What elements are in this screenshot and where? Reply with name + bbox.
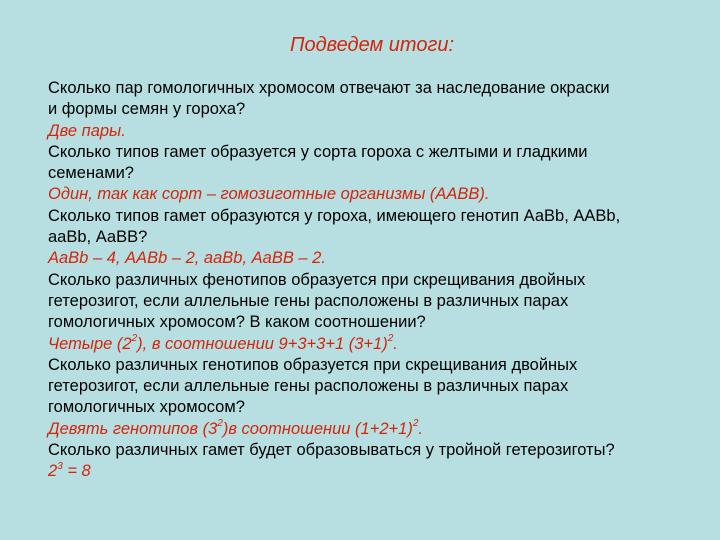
answer-2: Один, так как сорт – гомозиготные организмы (ААВВ). [48, 185, 490, 204]
question-2-line-1: Сколько типов гамет образуется у сорта гороха с желтыми и гладкими [48, 142, 588, 161]
question-4-line-2: гетерозигот, если аллельные гены расположены в различных парах [48, 291, 569, 310]
answer-6-result: = 8 [62, 462, 91, 481]
answer-1: Две пары. [48, 121, 126, 140]
answer-6-exponent: 3 [57, 460, 63, 472]
question-1-line-1: Сколько пар гомологичных хромосом отвечают за наследование окраски [48, 79, 610, 97]
answer-4-text-3: . [393, 334, 398, 353]
question-2-line-2: семенами? [48, 164, 134, 183]
answer-5-text-3: . [418, 419, 423, 438]
answer-5-exponent-2: 2 [412, 418, 419, 430]
answer-3: АаВb – 4, ААВb – 2, ааВb, АаВВ – 2. [48, 249, 326, 268]
answer-4-text-2: ), в соотношении 9+3+3+1 (3+1) [137, 334, 388, 353]
answer-6-base: 2 [48, 462, 58, 481]
question-6-line-1: Сколько различных гамет будет образовываться у тройной гетерозиготы? [48, 441, 615, 460]
question-5-line-3: гомологичных хромосом? [48, 398, 245, 417]
answer-4 [48, 334, 698, 355]
answer-5-text-2: )в соотношении (1+2+1) [222, 419, 413, 438]
question-4-line-3: гомологичных хромосом? В каком соотношении? [48, 313, 426, 332]
question-5-line-1: Сколько различных генотипов образуется при скрещивания двойных [48, 355, 578, 374]
question-5-line-2: гетерозигот, если аллельные гены расположены в различных парах [48, 377, 569, 396]
question-3-line-1: Сколько типов гамет образуются у гороха, имеющего генотип АаВb, ААВb, [48, 206, 621, 225]
answer-5-text-1: Девять генотипов (3 [48, 419, 218, 438]
answer-4-exponent-2: 2 [387, 333, 394, 345]
answer-4-text-1: Четыре (2 [48, 334, 132, 353]
question-3-line-2: ааВb, АаВВ? [48, 228, 148, 247]
question-4-line-1: Сколько различных фенотипов образуется при скрещивания двойных [48, 270, 586, 289]
slide-body [48, 78, 698, 483]
slide-title: Подведем итоги: [289, 34, 454, 56]
answer-5-exponent-1: 2 [217, 418, 223, 430]
answer-4-exponent-1: 2 [131, 333, 138, 345]
question-1-line-2: и формы семян у гороха? [48, 100, 246, 119]
answer-5 [48, 419, 698, 440]
answer-6 [48, 461, 698, 482]
